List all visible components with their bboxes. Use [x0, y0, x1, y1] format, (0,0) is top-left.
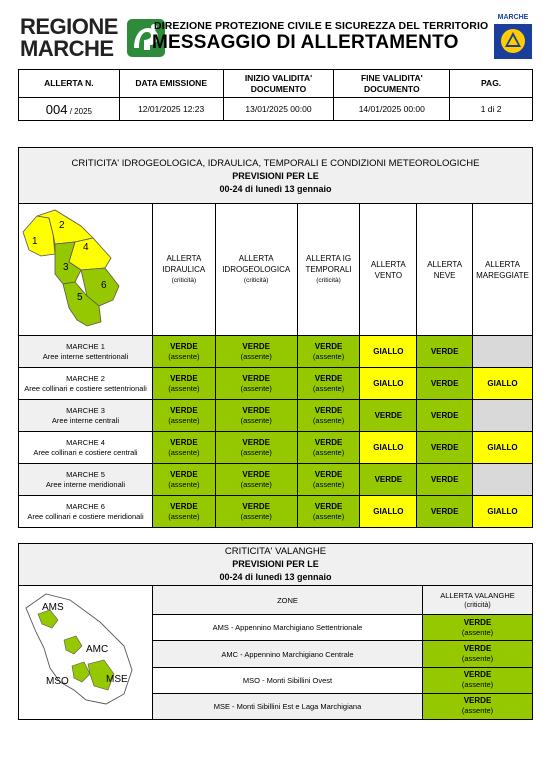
level-label: VERDE: [170, 469, 198, 479]
level-giallo: GIALLO: [473, 368, 533, 400]
table-row: [19, 464, 533, 496]
col-header-mareggiate: [473, 204, 533, 336]
level-verde: VERDE: [360, 464, 417, 496]
col-header-allerta-valanghe: [423, 586, 533, 615]
valanghe-map-svg: [20, 586, 152, 714]
header-allerta-n: ALLERTA N.: [19, 70, 120, 98]
map-label-6: 6: [101, 280, 108, 291]
criticita-title-cell: [19, 148, 533, 204]
page-number: 1 di 2: [450, 98, 533, 121]
col-header-temporali: [297, 204, 360, 336]
alert-number: [19, 98, 120, 121]
level-note: (assente): [240, 383, 272, 393]
zone-desc: Aree collinari e costiere settentrionali: [24, 383, 147, 393]
valanghe-map-label-mso: MSO: [45, 676, 69, 687]
level-verde: VERDE: [417, 432, 473, 464]
zone-cell-marche-6: [19, 496, 153, 528]
level-note: (assente): [168, 383, 200, 393]
protezione-civile-icon: [493, 13, 533, 61]
col-alert-label: ALLERTA VALANGHE: [440, 590, 515, 600]
col-mareggiate-line1: ALLERTA: [485, 259, 520, 269]
validity-start: 13/01/2025 00:00: [223, 98, 334, 121]
col-idraulica-line2: IDRAULICA: [162, 265, 206, 274]
level-label: VERDE: [314, 501, 343, 511]
level-giallo: GIALLO: [360, 368, 417, 400]
level-verde: [152, 432, 215, 464]
table-row: [19, 432, 533, 464]
col-mareggiate-line2: MAREGGIATE: [476, 270, 529, 280]
level-verde: [297, 336, 360, 368]
level-note: (assente): [240, 415, 272, 425]
valanghe-map-label-mse: MSE: [105, 674, 128, 685]
level-verde: [152, 496, 215, 528]
level-giallo: GIALLO: [473, 432, 533, 464]
valanghe-zone-name: MSE - Monti Sibillini Est e Laga Marchigiana: [153, 693, 423, 719]
level-verde: [152, 464, 215, 496]
header-subtitle: DIREZIONE PROTEZIONE CIVILE E SICUREZZA DEL TERRITORIO: [154, 20, 489, 32]
zone-name: MARCHE 2: [66, 373, 105, 383]
level-label: VERDE: [170, 373, 198, 383]
level-label: VERDE: [314, 341, 343, 351]
emission-date: 12/01/2025 12:23: [119, 98, 223, 121]
level-label: VERDE: [314, 437, 343, 447]
criticita-subtitle: PREVISIONI PER LE: [232, 171, 319, 181]
col-neve-line1: ALLERTA: [427, 259, 463, 269]
col-header-vento: [360, 204, 417, 336]
level-verde: [297, 496, 360, 528]
col-neve-line2: NEVE: [433, 270, 456, 280]
level-note: (assente): [168, 479, 200, 489]
logo-text-line2: MARCHE: [20, 36, 114, 61]
level-verde: [297, 400, 360, 432]
level-note: (assente): [312, 383, 345, 393]
level-label: VERDE: [314, 469, 343, 479]
header-data-emissione: DATA EMISSIONE: [119, 70, 223, 98]
level-verde: [215, 496, 297, 528]
valanghe-map-label-ams: AMS: [41, 602, 64, 613]
valanghe-table: [18, 543, 533, 720]
level-note: (assente): [312, 479, 345, 489]
level-verde: [423, 693, 533, 719]
alert-number-value: 004: [45, 101, 68, 117]
zones-map-svg: [19, 204, 151, 332]
header-pag: PAG.: [450, 70, 533, 98]
valanghe-zone-name: MSO - Monti Sibillini Ovest: [153, 667, 423, 693]
map-label-2: 2: [59, 220, 66, 231]
level-verde: VERDE: [417, 464, 473, 496]
level-verde: [152, 368, 215, 400]
level-giallo: GIALLO: [360, 432, 417, 464]
valanghe-zone-name: AMC - Appennino Marchigiano Centrale: [153, 641, 423, 667]
level-note: (assente): [312, 447, 345, 457]
criticita-title: CRITICITA' IDROGEOLOGICA, IDRAULICA, TEMPORALI E CONDIZIONI METEOROLOGICHE: [71, 158, 480, 169]
protezione-civile-logo: [493, 13, 533, 61]
col-idraulica-line1: ALLERTA: [166, 254, 202, 263]
zone-name: MARCHE 6: [66, 501, 105, 511]
map-label-4: 4: [83, 242, 90, 253]
level-giallo: GIALLO: [473, 496, 533, 528]
level-verde: [152, 400, 215, 432]
level-verde: VERDE: [417, 400, 473, 432]
level-label: VERDE: [314, 405, 343, 415]
col-idrogeologica-line2: IDROGEOLOGICA: [222, 265, 291, 274]
zone-desc: Aree collinari e costiere centrali: [33, 447, 138, 457]
table-row: [19, 336, 533, 368]
level-verde: [215, 368, 297, 400]
level-label: VERDE: [242, 501, 270, 511]
map-zone-4: [69, 238, 111, 270]
map-label-3: 3: [63, 262, 70, 273]
map-label-1: 1: [32, 236, 39, 247]
level-label: VERDE: [463, 696, 492, 706]
level-note: (assente): [312, 351, 345, 361]
logo-text-line1: REGIONE: [20, 14, 118, 39]
valanghe-title: CRITICITA' VALANGHE: [224, 545, 327, 557]
level-verde: [152, 336, 215, 368]
level-verde: [297, 464, 360, 496]
level-label: VERDE: [463, 617, 492, 627]
level-note: (assente): [461, 680, 494, 690]
level-note: (assente): [240, 511, 272, 521]
pc-logo-label: MARCHE: [497, 14, 529, 21]
level-not-applicable: [473, 400, 533, 432]
level-verde: [423, 615, 533, 641]
alert-year: / 2025: [67, 106, 92, 116]
level-verde: VERDE: [417, 496, 473, 528]
level-label: VERDE: [170, 405, 198, 415]
level-note: (assente): [240, 447, 272, 457]
table-row: [19, 368, 533, 400]
validity-end: 14/01/2025 00:00: [334, 98, 450, 121]
col-header-zone: ZONE: [153, 586, 423, 615]
level-giallo: GIALLO: [360, 336, 417, 368]
level-label: VERDE: [170, 437, 198, 447]
table-row: [19, 400, 533, 432]
valanghe-zones-map: [19, 586, 153, 720]
criticita-period: 00-24 di lunedì 13 gennaio: [219, 184, 332, 194]
level-verde: [297, 368, 360, 400]
level-label: VERDE: [242, 341, 270, 351]
col-temporali-line1: ALLERTA IG: [306, 254, 352, 263]
marche-zones-map: [19, 204, 153, 336]
level-note: (assente): [240, 351, 272, 361]
level-label: VERDE: [463, 644, 492, 654]
table-row: [19, 496, 533, 528]
valanghe-zone-name: AMS - Appennino Marchigiano Settentrionale: [153, 615, 423, 641]
level-label: VERDE: [170, 501, 198, 511]
zone-cell-marche-4: [19, 432, 153, 464]
col-temporali-note: (criticità): [316, 277, 341, 284]
regione-marche-logo: [18, 14, 148, 60]
level-verde: [297, 432, 360, 464]
zone-cell-marche-5: [19, 464, 153, 496]
level-verde: [215, 400, 297, 432]
map-label-5: 5: [77, 292, 84, 303]
zone-cell-marche-1: [19, 336, 153, 368]
level-verde: VERDE: [360, 400, 417, 432]
col-header-neve: [417, 204, 473, 336]
col-header-idrogeologica: [215, 204, 297, 336]
level-verde: [215, 464, 297, 496]
header-inizio-validita: INIZIO VALIDITA' DOCUMENTO: [223, 70, 334, 98]
col-alert-note: (criticità): [464, 601, 491, 609]
level-note: (assente): [168, 511, 200, 521]
level-not-applicable: [473, 464, 533, 496]
level-label: VERDE: [242, 373, 270, 383]
zone-name: MARCHE 3: [66, 405, 105, 415]
zone-desc: Aree interne settentrionali: [42, 351, 129, 361]
level-note: (assente): [168, 415, 200, 425]
col-idrogeologica-line1: ALLERTA: [238, 254, 274, 263]
level-label: VERDE: [242, 469, 270, 479]
zone-desc: Aree interne meridionali: [45, 479, 126, 489]
level-note: (assente): [240, 479, 272, 489]
zone-name: MARCHE 1: [66, 341, 105, 351]
level-verde: [423, 641, 533, 667]
level-label: VERDE: [463, 670, 492, 680]
level-not-applicable: [473, 336, 533, 368]
col-vento-line2: VENTO: [374, 270, 403, 280]
col-idrogeologica-note: (criticità): [243, 277, 269, 284]
header-fine-validita: FINE VALIDITA' DOCUMENTO: [334, 70, 450, 98]
zone-desc: Aree collinari e costiere meridionali: [27, 511, 144, 521]
level-note: (assente): [312, 415, 345, 425]
zone-name: MARCHE 5: [66, 469, 105, 479]
criticita-table: [18, 147, 533, 528]
level-verde: [423, 667, 533, 693]
level-label: VERDE: [314, 373, 343, 383]
col-idraulica-note: (criticità): [171, 277, 197, 284]
level-verde: [215, 432, 297, 464]
valanghe-period: 00-24 di lunedì 13 gennaio: [219, 571, 332, 582]
level-verde: VERDE: [417, 336, 473, 368]
valanghe-subtitle: PREVISIONI PER LE: [232, 558, 319, 569]
level-verde: [215, 336, 297, 368]
col-header-idraulica: [152, 204, 215, 336]
level-label: VERDE: [170, 341, 198, 351]
level-label: VERDE: [242, 437, 270, 447]
level-verde: VERDE: [417, 368, 473, 400]
page-title: MESSAGGIO DI ALLERTAMENTO: [152, 32, 459, 53]
level-note: (assente): [461, 654, 494, 664]
zone-cell-marche-3: [19, 400, 153, 432]
level-note: (assente): [312, 511, 345, 521]
level-label: VERDE: [242, 405, 270, 415]
zone-desc: Aree interne centrali: [51, 415, 120, 425]
level-note: (assente): [168, 447, 200, 457]
col-vento-line1: ALLERTA: [370, 259, 406, 269]
level-note: (assente): [461, 627, 494, 637]
col-temporali-line2: TEMPORALI: [305, 265, 352, 274]
level-note: (assente): [461, 706, 494, 716]
valanghe-map-label-amc: AMC: [85, 644, 108, 655]
zone-name: MARCHE 4: [66, 437, 105, 447]
level-note: (assente): [168, 351, 200, 361]
level-giallo: GIALLO: [360, 496, 417, 528]
zone-cell-marche-2: [19, 368, 153, 400]
alert-info-table: [18, 69, 533, 121]
valanghe-title-cell: [19, 544, 533, 586]
